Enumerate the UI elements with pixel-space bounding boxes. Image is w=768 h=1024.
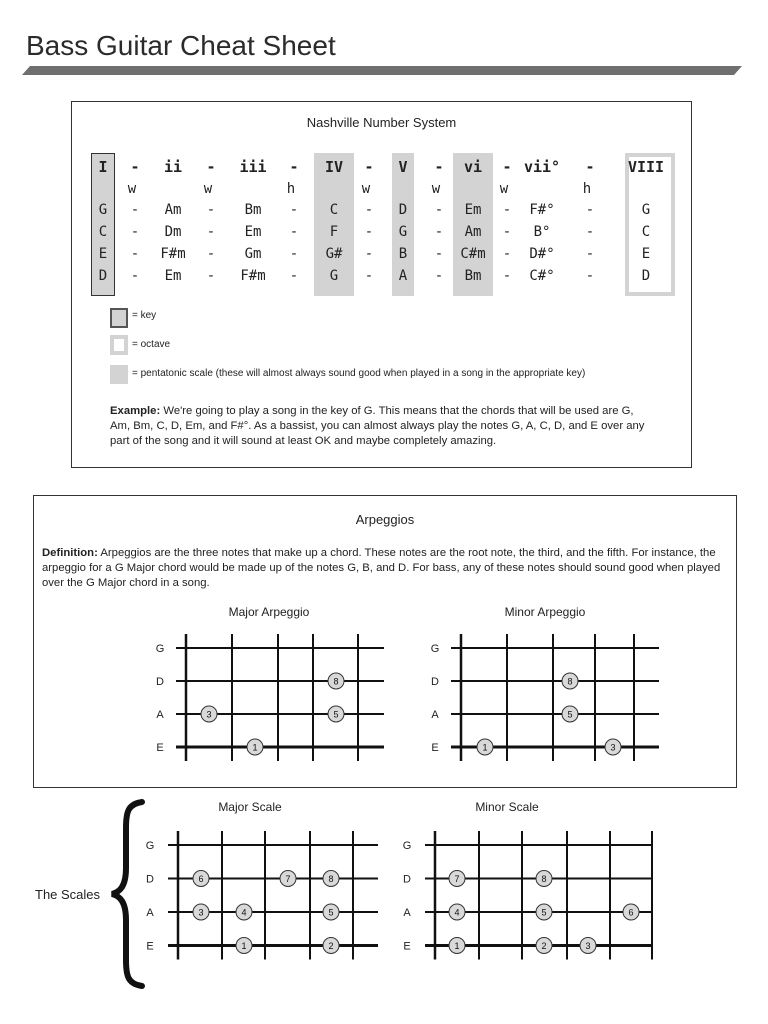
separator: -	[206, 224, 216, 240]
separator: -	[434, 268, 444, 284]
chord-cell: C	[641, 224, 651, 240]
note-dot-label: 6	[198, 874, 204, 884]
definition-text: Arpeggios are the three notes that make up a chord. These notes are the root note, the third, and the fifth. For instance, the arpeggio for a G Major chord would be made up of the notes G, B, and D. For bass, any of these notes should sound good when played over the G Major chord in a song.	[42, 547, 721, 589]
string-label: E	[156, 742, 164, 754]
chord-cell: C#°	[529, 268, 555, 284]
note-dot-label: 2	[541, 941, 547, 951]
nashville-section	[71, 101, 692, 468]
note-dot-label: 4	[241, 907, 247, 918]
chord-cell: F#°	[529, 202, 555, 218]
note-dot-label: 5	[333, 709, 339, 720]
nashville-title: Nashville Number System	[306, 115, 457, 130]
step-label: w	[127, 181, 137, 197]
step-label: w	[431, 181, 441, 197]
separator: -	[206, 158, 216, 176]
separator: -	[130, 268, 140, 284]
chord-cell: F#m	[160, 246, 186, 262]
note-dot-label: 1	[252, 742, 258, 753]
string-label: G	[402, 840, 412, 852]
chord-cell: B°	[533, 224, 551, 240]
note-dot-label: 1	[454, 941, 460, 951]
minor-scale-title: Minor Scale	[475, 800, 539, 814]
separator: -	[434, 246, 444, 262]
separator: -	[434, 158, 444, 176]
chord-cell: Bm	[464, 268, 482, 284]
chord-cell: B	[398, 246, 408, 262]
separator: -	[434, 224, 444, 240]
chord-cell: F#m	[240, 268, 266, 284]
chord-cell: G#	[325, 246, 343, 262]
step-label: w	[203, 181, 213, 197]
separator: -	[364, 202, 374, 218]
separator: -	[364, 246, 374, 262]
legend-octave-swatch	[110, 335, 128, 355]
numeral-2: ii	[163, 158, 183, 176]
separator: -	[585, 202, 595, 218]
numeral-3: iii	[239, 158, 267, 176]
note-dot-label: 6	[628, 907, 634, 918]
minor-scale-fretboard	[397, 828, 657, 963]
note-dot-label: 2	[328, 941, 334, 951]
chord-cell: E	[98, 246, 108, 262]
string-label: A	[431, 709, 439, 721]
string-label: G	[145, 840, 155, 852]
separator: -	[502, 224, 512, 240]
note-dot-label: 8	[541, 874, 547, 884]
chord-cell: G	[398, 224, 408, 240]
chord-cell: D	[398, 202, 408, 218]
definition-paragraph	[42, 546, 732, 591]
separator: -	[130, 202, 140, 218]
chord-cell: G	[641, 202, 651, 218]
note-dot-label: 5	[541, 907, 547, 918]
string-label: E	[146, 940, 154, 953]
string-label: E	[431, 742, 439, 754]
separator: -	[502, 268, 512, 284]
separator: -	[585, 268, 595, 284]
note-dot-label: 7	[454, 874, 460, 884]
chord-cell: Dm	[164, 224, 182, 240]
separator: -	[289, 158, 299, 176]
separator: -	[502, 202, 512, 218]
numeral-1: I	[98, 158, 108, 176]
chord-cell: D#°	[529, 246, 555, 262]
chord-cell: C#m	[460, 246, 486, 262]
example-text: We're going to play a song in the key of G. This means that the chords that will be used are G, Am, Bm, C, D, Em, and F#°. As a bassist, you can almost always play the notes G, A, C, D, and E over any part of the song and it will sound at least OK and maybe completely amazing.	[110, 405, 645, 447]
note-dot-label: 8	[333, 676, 339, 687]
definition-label: Definition:	[42, 547, 98, 559]
legend-octave-text: = octave	[132, 339, 171, 350]
step-label: w	[361, 181, 371, 197]
note-dot-label: 3	[610, 742, 616, 753]
chord-cell: Bm	[244, 202, 262, 218]
numeral-8: VIII	[627, 158, 665, 176]
separator: -	[502, 246, 512, 262]
step-label: w	[499, 181, 509, 197]
title-underline-bar	[0, 0, 768, 80]
note-dot-label: 8	[328, 874, 334, 884]
separator: -	[585, 246, 595, 262]
minor-arpeggio-title: Minor Arpeggio	[504, 605, 586, 619]
step-label: h	[582, 181, 592, 197]
legend-pentatonic-text: = pentatonic scale (these will almost always sound good when played in a song in the appropriate key)	[132, 368, 586, 379]
numeral-5: V	[398, 158, 408, 176]
chord-cell: A	[398, 268, 408, 284]
example-paragraph	[110, 404, 650, 449]
chord-cell: G	[98, 202, 108, 218]
chord-cell: Em	[164, 268, 182, 284]
legend-key-text: = key	[132, 310, 157, 321]
legend-key-swatch	[110, 308, 128, 328]
example-label: Example:	[110, 405, 161, 417]
note-dot-label: 7	[285, 874, 291, 884]
chord-cell: F	[329, 224, 339, 240]
string-label: A	[156, 709, 164, 721]
separator: -	[289, 268, 299, 284]
major-arpeggio-fretboard	[150, 632, 400, 762]
note-dot-label: 3	[198, 907, 204, 918]
numeral-6: vi	[463, 158, 483, 176]
chord-cell: Am	[164, 202, 182, 218]
separator: -	[502, 158, 512, 176]
separator: -	[130, 246, 140, 262]
page-title: Bass Guitar Cheat Sheet	[26, 30, 336, 61]
scales-label: The Scales	[35, 887, 101, 902]
note-dot-label: 4	[454, 907, 460, 918]
note-dot-label: 1	[482, 742, 488, 753]
string-label: D	[146, 873, 154, 886]
string-label: G	[155, 643, 165, 655]
separator: -	[289, 224, 299, 240]
separator: -	[289, 246, 299, 262]
separator: -	[364, 224, 374, 240]
numeral-4: IV	[324, 158, 344, 176]
legend-pentatonic-swatch	[110, 365, 128, 384]
separator: -	[364, 268, 374, 284]
note-dot-label: 3	[206, 709, 212, 720]
note-dot-label: 5	[328, 907, 334, 918]
separator: -	[289, 202, 299, 218]
separator: -	[364, 158, 374, 176]
string-label: D	[156, 676, 164, 688]
string-label: G	[430, 643, 440, 655]
major-arpeggio-title: Major Arpeggio	[228, 605, 310, 619]
separator: -	[206, 268, 216, 284]
chord-cell: E	[641, 246, 651, 262]
chord-cell: D	[98, 268, 108, 284]
major-scale-title: Major Scale	[218, 800, 282, 814]
separator: -	[585, 158, 595, 176]
string-label: E	[403, 940, 411, 953]
separator: -	[585, 224, 595, 240]
minor-arpeggio-fretboard	[425, 632, 675, 762]
step-label: h	[286, 181, 296, 197]
chord-cell: Em	[244, 224, 262, 240]
string-label: D	[431, 676, 439, 688]
separator: -	[130, 224, 140, 240]
chord-cell: Em	[464, 202, 482, 218]
chord-cell: C	[98, 224, 108, 240]
separator: -	[206, 202, 216, 218]
separator: -	[434, 202, 444, 218]
note-dot-label: 1	[241, 941, 247, 951]
note-dot-label: 5	[567, 709, 573, 720]
string-label: A	[146, 907, 154, 919]
note-dot-label: 3	[585, 941, 591, 951]
arpeggios-title: Arpeggios	[355, 512, 415, 527]
chord-cell: D	[641, 268, 651, 284]
numeral-7: vii°	[523, 158, 561, 176]
separator: -	[206, 246, 216, 262]
string-label: A	[403, 907, 411, 919]
chord-cell: C	[329, 202, 339, 218]
note-dot-label: 8	[567, 676, 573, 687]
major-scale-fretboard	[140, 828, 390, 963]
string-label: D	[403, 873, 411, 886]
chord-cell: G	[329, 268, 339, 284]
chord-cell: Gm	[244, 246, 262, 262]
separator: -	[130, 158, 140, 176]
chord-cell: Am	[464, 224, 482, 240]
